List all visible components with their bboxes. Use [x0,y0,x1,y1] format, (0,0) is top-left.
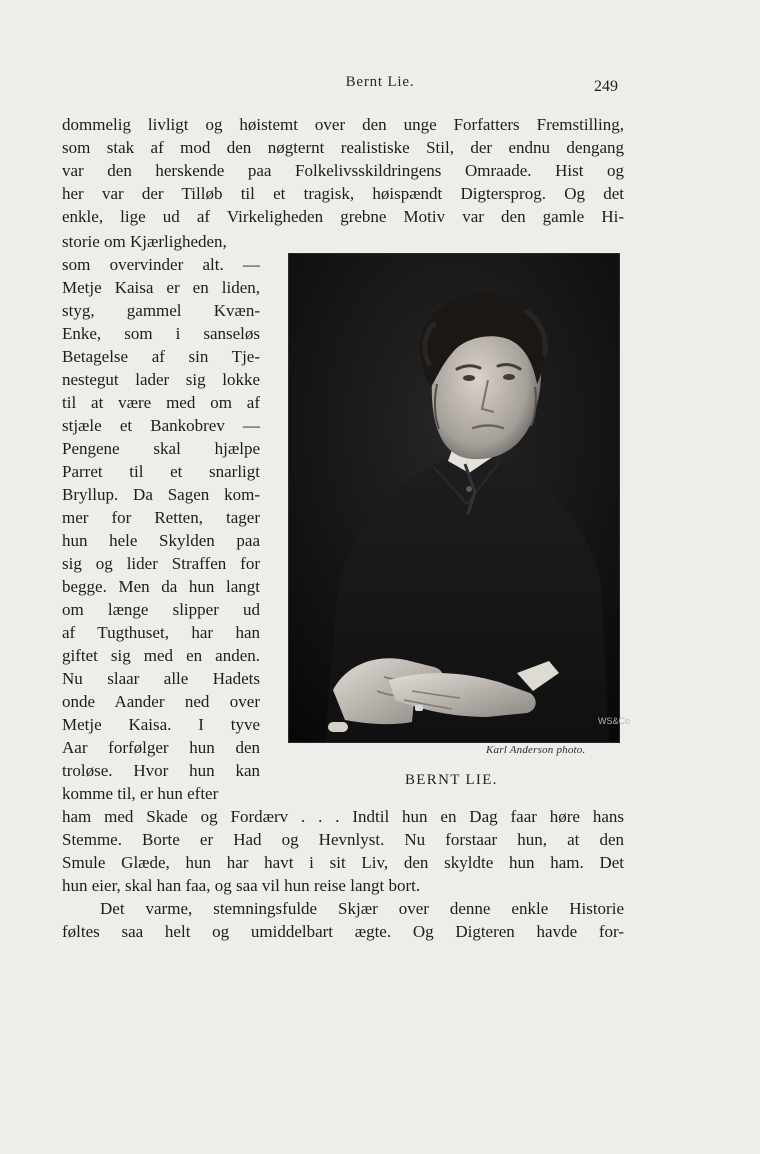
text-line: troløse. Hvor hun kan [62,761,260,780]
text-line: Enke, som i sanseløs [62,324,260,343]
text-line: til at være med om af [62,393,260,412]
portrait-illustration [289,254,631,742]
text-line: som overvinder alt. — [62,255,260,274]
text-line: Smule Glæde, hun har havt i sit Liv, den skyldte hun ham. Det [62,853,624,872]
text-line: her var der Tilløb til et tragisk, høispændt Digtersprog. Og det [62,184,624,203]
text-line: sig og lider Straffen for [62,554,260,573]
text-line: føltes saa helt og umiddelbart ægte. Og Digteren havde for- [62,922,624,941]
text-line: Betagelse af sin Tje- [62,347,260,366]
text-line: begge. Men da hun langt [62,577,260,596]
text-line: Metje Kaisa er en liden, [62,278,260,297]
text-line: var den herskende paa Folkelivsskildringens Omraade. Hist og [62,161,624,180]
text-line: Nu slaar alle Hadets [62,669,260,688]
text-line: stjæle et Bankobrev — [62,416,260,435]
text-line: onde Aander ned over [62,692,260,711]
text-line: hun hele Skylden paa [62,531,260,550]
text-line: enkle, lige ud af Virkeligheden grebne Motiv var den gamle Hi- [62,207,624,226]
portrait-photo [288,253,631,743]
photographer-monogram: WS&Co [598,716,631,726]
text-line: storie om Kjærligheden, [62,232,227,251]
text-line: Metje Kaisa. I tyve [62,715,260,734]
text-line: Bryllup. Da Sagen kom- [62,485,260,504]
page-number: 249 [594,78,618,95]
text-line: nestegut lader sig lokke [62,370,260,389]
text-line: om længe slipper ud [62,600,260,619]
text-line: styg, gammel Kvæn- [62,301,260,320]
running-title: Bernt Lie. [345,74,415,90]
text-line: af Tugthuset, har han [62,623,260,642]
text-line: hun eier, skal han faa, og saa vil hun reise langt bort. [62,876,421,895]
text-line: dommelig livligt og høistemt over den unge Forfatters Fremstilling, [62,115,624,134]
text-line: Det varme, stemningsfulde Skjær over denne enkle Historie [100,899,624,918]
text-line: Parret til et snarligt [62,462,260,481]
text-line: som stak af mod den nøgternt realistiske Stil, der endnu dengang [62,138,624,157]
text-line: komme til, er hun efter [62,784,219,803]
photo-credit: Karl Anderson photo. [486,744,586,756]
text-line: Stemme. Borte er Had og Hevnlyst. Nu forstaar hun, at den [62,830,624,849]
text-line: ham med Skade og Fordærv . . . Indtil hun en Dag faar høre hans [62,807,624,826]
text-line: Aar forfølger hun den [62,738,260,757]
text-line: mer for Retten, tager [62,508,260,527]
text-line: giftet sig med en anden. [62,646,260,665]
photo-caption: BERNT LIE. [405,772,498,788]
text-line: Pengene skal hjælpe [62,439,260,458]
